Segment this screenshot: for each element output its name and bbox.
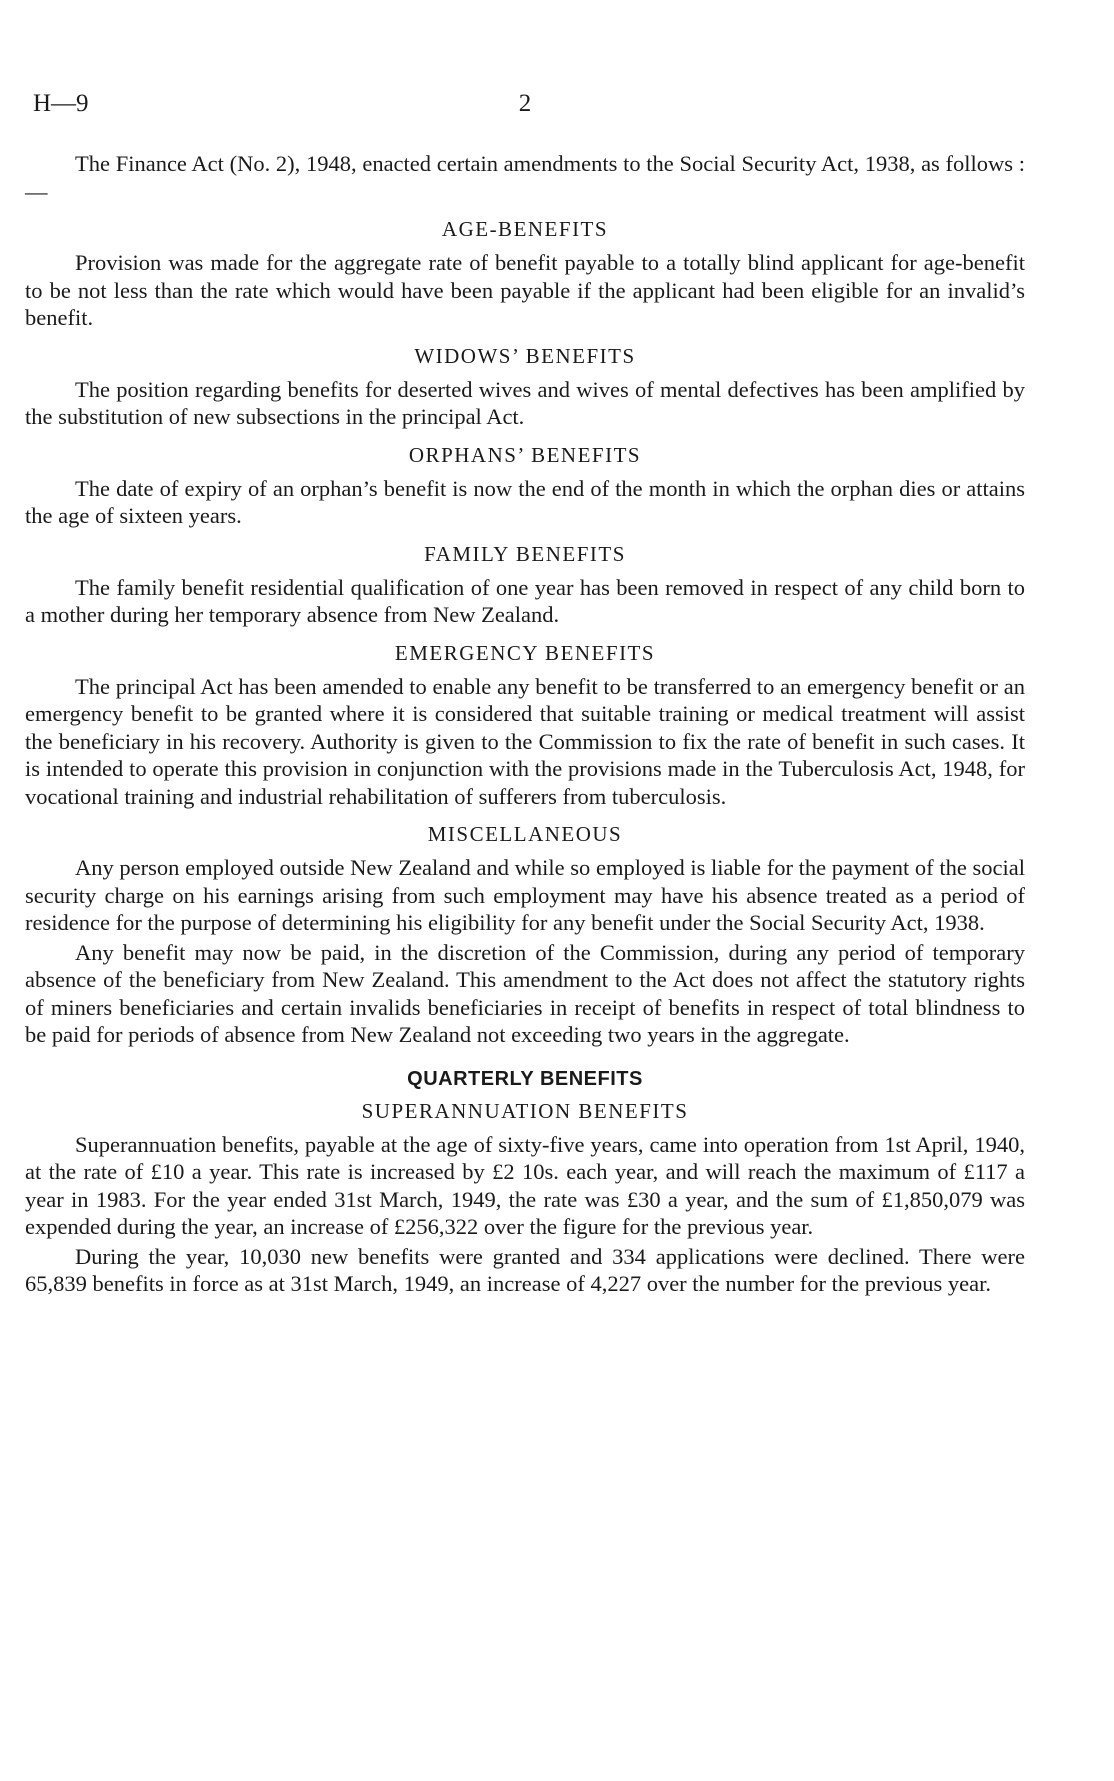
emergency-benefits-paragraph: The principal Act has been amended to enable any benefit to be transferred to an emergency benefit or an emergency benefit to be granted where it is considered that suitable training or medical treatment will assist the beneficiary in his recovery. Authority is given to the Commission to fix the rate of benefit in such cases. It is intended to operate this provision in conjunction with the provisions made in the Tuberculosis Act, 1948, for vocational training and industrial rehabilitation of sufferers from tuberculosis. [25,673,1025,809]
orphans-benefits-paragraph: The date of expiry of an orphan’s benefit is now the end of the month in which the orphan dies or attains the age of sixteen years. [25,475,1025,528]
section-heading-family-benefits: FAMILY BENEFITS [424,541,626,566]
miscellaneous-paragraph-2: Any benefit may now be paid, in the discretion of the Commission, during any period of temporary absence of the beneficiary from New Zealand. This amendment to the Act does not affect the statutory rights of miners beneficiaries and certain invalids beneficiaries in receipt of benefits in respect of total blindness to be paid for periods of absence from New Zealand not exceeding two years in the aggregate. [25,939,1025,1047]
document-reference: H—9 [33,90,89,117]
superannuation-paragraph-2: During the year, 10,030 new benefits were granted and 334 applications were declined. There were 65,839 benefits in force as at 31st March, 1949, an increase of 4,227 over the number for the previous year. [25,1243,1025,1296]
section-heading-miscellaneous: MISCELLANEOUS [427,822,623,846]
section-heading-age-benefits: AGE-BENEFITS [441,217,609,241]
document-body [25,150,1025,1298]
miscellaneous-paragraph-1: Any person employed outside New Zealand and while so employed is liable for the payment of the social security charge on his earnings arising from such employment may have his absence treated as a period of residence for the purpose of determining his eligibility for any benefit under the Social Security Act, 1938. [25,855,1025,935]
part-heading-quarterly-benefits: QUARTERLY BENEFITS [407,1067,643,1090]
section-heading-widows-benefits: WIDOWS’ BENEFITS [414,343,636,368]
section-heading-emergency-benefits: EMERGENCY BENEFITS [394,640,656,665]
family-benefits-paragraph: The family benefit residential qualification of one year has been removed in respect of any child born to a mother during her temporary absence from New Zealand. [25,574,1025,627]
section-heading-orphans-benefits: ORPHANS’ BENEFITS [408,442,642,467]
age-benefits-paragraph: Provision was made for the aggregate rate of benefit payable to a totally blind applicant for age-benefit to be not less than the rate which would have been payable if the applicant had been eligible for an invalid’s benefit. [25,250,1025,330]
widows-benefits-paragraph: The position regarding benefits for deserted wives and wives of mental defectives has been amplified by the substitution of new subsections in the principal Act. [25,376,1025,429]
intro-paragraph: The Finance Act (No. 2), 1948, enacted certain amendments to the Social Security Act, 1938, as follows :— [25,151,1025,204]
section-heading-superannuation-benefits: SUPERANNUATION BENEFITS [361,1098,689,1123]
superannuation-paragraph-1: Superannuation benefits, payable at the age of sixty-five years, came into operation from 1st April, 1940, at the rate of £10 a year. This rate is increased by £2 10s. each year, and will reach the maximum of £117 a year in 1983. For the year ended 31st March, 1949, the rate was £30 a year, and the sum of £1,850,079 was expended during the year, an increase of £256,322 over the figure for the previous year. [25,1131,1025,1239]
page-number: 2 [518,90,532,117]
page-header [25,90,1025,130]
